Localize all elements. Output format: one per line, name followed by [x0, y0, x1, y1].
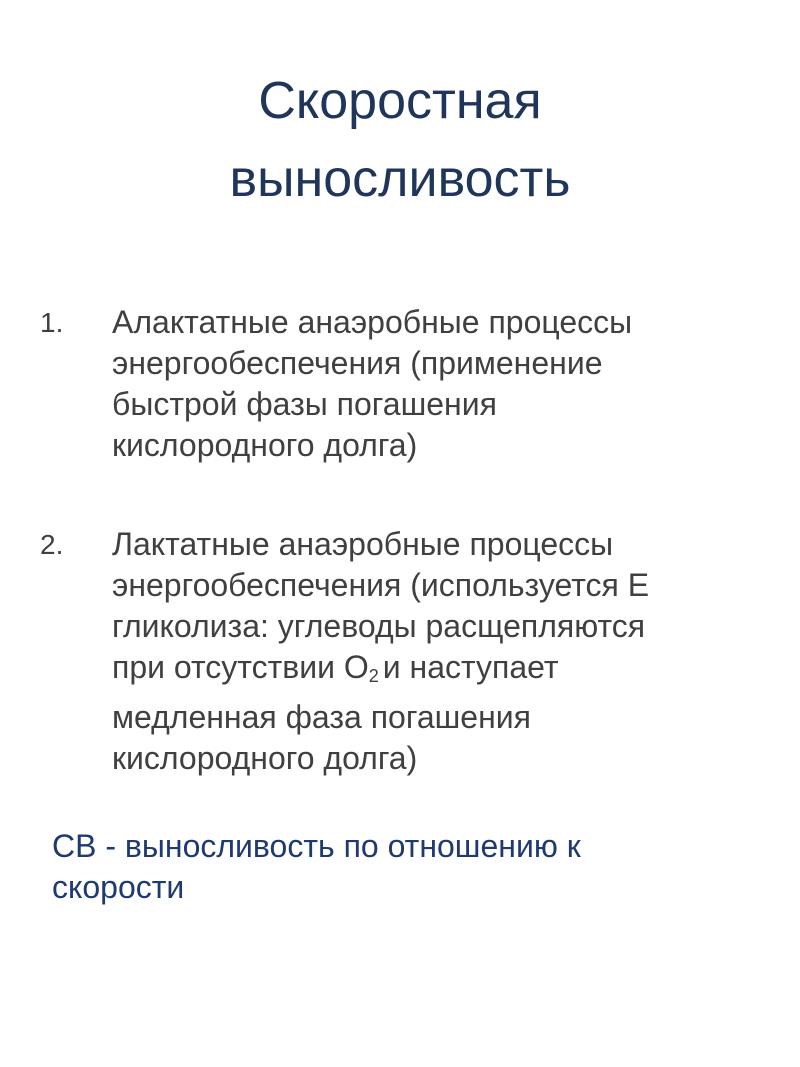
list-item-number: 2.	[40, 529, 64, 560]
oxygen-subscript: 2	[368, 666, 379, 686]
list-item-line: медленная фаза погашения	[112, 699, 531, 735]
list-item	[40, 524, 780, 779]
list-item-line: Лактатные анаэробные процессы	[112, 526, 614, 562]
list-item-line: кислородного долга)	[112, 427, 418, 463]
line-text-before-subscript: при отсутствии О	[112, 649, 369, 685]
list-item-number: 1.	[40, 307, 64, 338]
definition-note	[52, 826, 772, 908]
title-line-1: Скоростная	[258, 72, 542, 130]
list-item-line: кислородного долга)	[112, 740, 418, 776]
numbered-list	[40, 302, 780, 779]
list-item	[40, 302, 780, 466]
list-item-line: Алактатные анаэробные процессы	[112, 304, 633, 340]
slide-title	[0, 62, 800, 218]
list-item-line: гликолиза: углеводы расщепляются	[112, 608, 646, 644]
list-item-line: энергообеспечения (применение	[112, 345, 603, 381]
note-line-1: СВ - выносливость по отношению к	[52, 828, 581, 864]
title-line-2: выносливость	[229, 150, 571, 208]
list-item-line: энергообеспечения (используется Е	[112, 567, 650, 603]
note-line-2: скорости	[52, 869, 185, 905]
list-item-line: быстрой фазы погашения	[112, 386, 497, 422]
line-text-after-subscript: и наступает	[382, 649, 559, 685]
list-item-line-with-subscript	[112, 647, 780, 697]
